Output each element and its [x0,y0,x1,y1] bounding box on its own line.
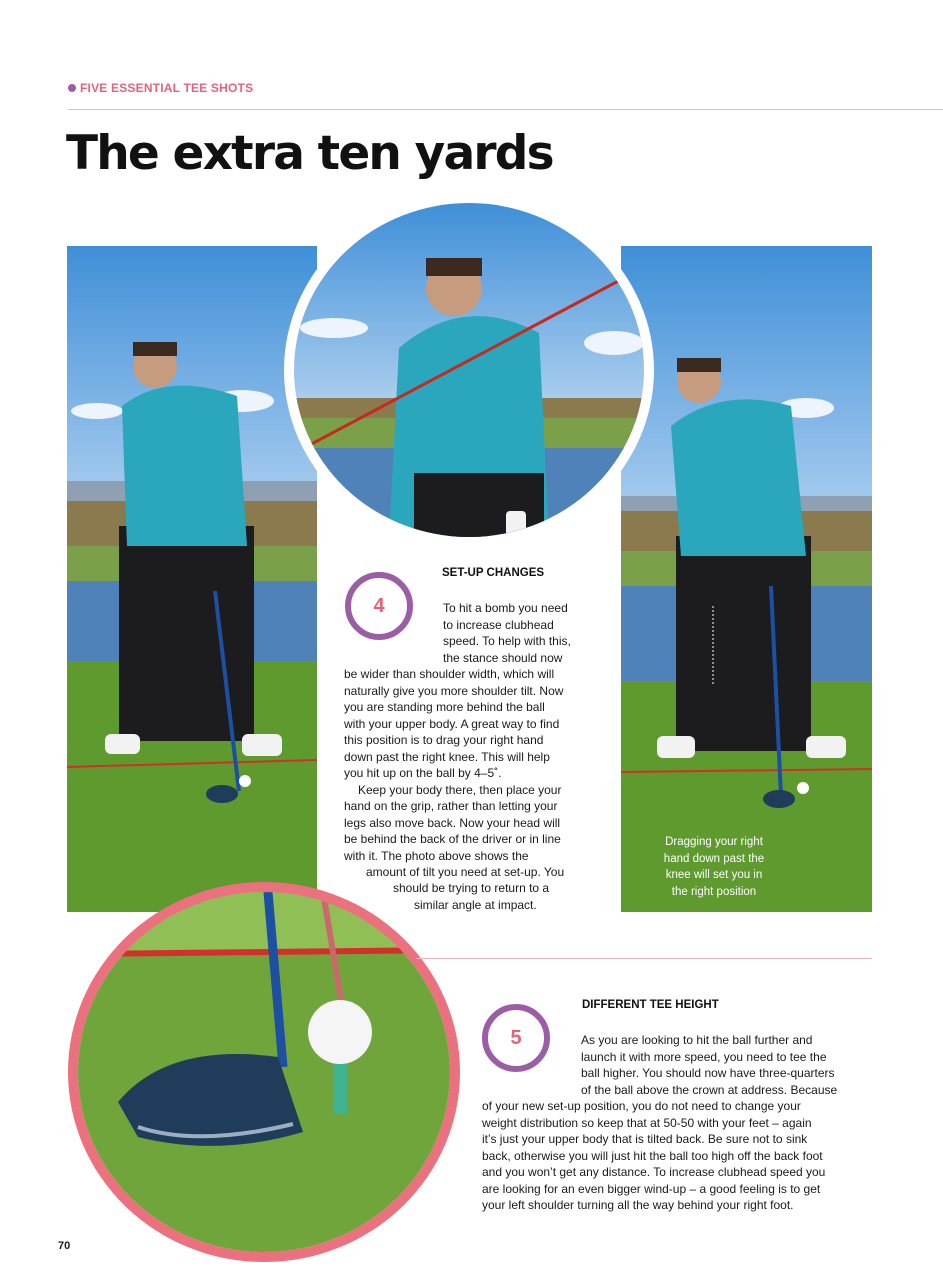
section4-body-main [344,666,563,864]
kicker-text: FIVE ESSENTIAL TEE SHOTS [80,81,254,95]
body-line: similar angle at impact. [414,898,537,912]
body-line: To hit a bomb you need [443,601,568,615]
body-line: should be trying to return to a [393,881,550,895]
body-line: with it. The photo above shows the [344,848,529,863]
body-line: legs also move back. Now your head will [344,815,561,830]
body-line: your left shoulder turning all the way behind your right foot. [482,1198,794,1212]
body-line: you hit up on the ball by 4–5˚. [344,766,502,780]
caption-line: Dragging your right [665,836,763,848]
driver-tee-height-circle-photo [68,882,460,1262]
section4-body-end-2 [393,880,549,897]
section-title-setup-changes: SET-UP CHANGES [442,567,545,579]
section5-body-main [482,1098,825,1214]
body-line: down past the right knee. This will help [344,749,550,764]
body-line: you are standing more behind the ball [344,700,545,714]
step-number-5: 5 [482,1004,550,1072]
body-line: of your new set-up position, you do not need to change your [482,1099,801,1113]
section-divider [416,958,872,959]
body-line: amount of tilt you need at set-up. You [366,865,565,879]
body-line: weight distribution so keep that at 50-50 with your feet – again [482,1115,812,1130]
bullet-dot-icon [68,84,76,92]
body-line: ball higher. You should now have three-quarters [581,1066,835,1080]
shoulder-tilt-circle-photo [284,193,654,547]
body-line: of the ball above the crown at address. Because [581,1082,838,1097]
page-title: The extra ten yards [66,126,553,181]
section4-body-intro [443,600,571,666]
step-number-4: 4 [345,572,413,640]
body-line: hand on the grip, rather than letting your [344,799,558,813]
body-line: be behind the back of the driver or in line [344,832,561,846]
body-line: are looking for an even bigger wind-up – a good feeling is to get [482,1181,821,1196]
caption-line: the right position [671,885,757,898]
section5-body-intro [581,1032,837,1098]
body-line: Keep your body there, then place your [358,782,562,797]
header-divider [68,109,943,110]
section-title-tee-height: DIFFERENT TEE HEIGHT [582,999,719,1011]
section4-body-end-3 [414,897,537,914]
body-line: with your upper body. A great way to find [344,716,560,731]
body-line: back, otherwise you will just hit the ball too high off the back foot [482,1148,823,1163]
body-line: naturally give you more shoulder tilt. Now [344,683,564,698]
page-number: 70 [58,1240,71,1252]
body-line: it’s just your upper body that is tilted back. Be sure not to sink [482,1132,808,1146]
photo-caption [650,834,778,900]
body-line: As you are looking to hit the ball further and [581,1033,813,1047]
body-line: speed. To help with this, [443,634,571,648]
golfer-address-photo [67,246,317,912]
body-line: be wider than shoulder width, which will [344,667,555,681]
section4-body-end-1 [366,864,564,881]
caption-line: knee will set you in [665,869,763,881]
body-line: to increase clubhead [443,617,554,632]
golfer-hand-past-knee-photo [621,246,872,912]
caption-line: hand down past the [663,852,765,865]
body-line: this position is to drag your right hand [344,733,544,747]
body-line: the stance should now [443,650,563,665]
body-line: and you won’t get any distance. To increase clubhead speed you [482,1165,826,1179]
body-line: launch it with more speed, you need to tee the [581,1049,827,1064]
section-kicker [68,81,253,95]
